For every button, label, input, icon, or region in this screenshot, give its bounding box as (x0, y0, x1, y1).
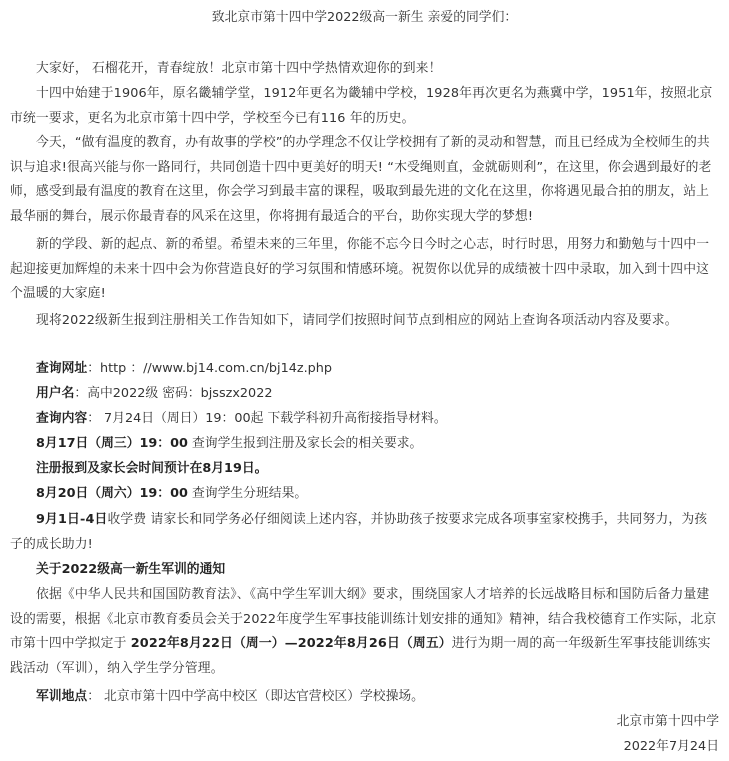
page-title: 致北京市第十四中学2022级高一新生 亲爱的同学们： (211, 10, 518, 25)
military-paragraph (10, 583, 719, 681)
fees-date: 9月1日-4日 (36, 512, 108, 527)
philosophy-paragraph: 今天，“做有温度的教育，办有故事的学校”的办学理念不仅让学校拥有了新的灵动和智慧，而且已经成为全校师生的共识与追求!很高兴能与你一路同行，共同创造十四中更美好的明天! “木受绳则直，金就砺则利”，在这里，你会遇到最好的老师，感受到最有温度的教育在这里，你会学习到最丰富的课程，吸取到最先进的文化在这里，你将遇见最合拍的朋友，站上最华丽的舞台，展示你最青春的风采在这里，你将拥有最适合的平台，助你实现大学的梦想! (10, 135, 712, 224)
query-content-line (36, 407, 447, 432)
query-content-value: ： 7月24日（周日）19：00起 下载学科初升高衔接指导材料。 (87, 411, 447, 426)
credentials-value: ：高中2022级 密码：bjsszx2022 (74, 386, 273, 401)
military-heading: 关于2022级高一新生军训的通知 (36, 562, 226, 577)
aug17-date: 8月17日（周三）19：00 (36, 436, 188, 451)
greeting-paragraph: 大家好， 石榴花开，青春绽放！北京市第十四中学热情欢迎你的到来！ (36, 61, 442, 76)
query-content-label: 查询内容 (36, 411, 88, 426)
date: 2022年7月24日 (623, 739, 719, 754)
query-url-label: 查询网址 (36, 361, 88, 376)
military-place-label: 军训地点 (36, 689, 88, 704)
query-url-line (36, 357, 332, 382)
fees-text: 收学费 请家长和同学务必仔细阅读上述内容，并协助孩子按要求完成各项事室家校携手，共同努力，为孩子的成长助力! (10, 512, 708, 552)
aug20-line (36, 482, 307, 507)
military-text-after: 进行为期一周的高一年级新生军事技能训练实践活动（军训），纳入学生学分管理。 (10, 636, 711, 676)
welcome-paragraph: 新的学段、新的起点、新的希望。希望未来的三年里，你能不忘今日今时之心志，时行时思，用努力和勤勉与十四中一起迎接更加辉煌的未来十四中会为你营造良好的学习氛围和情感环境。祝贺你以优异的成绩被十四中录取，加入到十四中这个温暖的大家庭! (10, 237, 710, 301)
history-paragraph: 十四中始建于1906年，原名畿辅学堂，1912年更名为畿辅中学校，1928年再次更名为燕冀中学，1951年，按照北京市统一要求，更名为北京市第十四中学，学校至今已有116 年的历史。 (10, 86, 713, 126)
credentials-line (36, 382, 272, 407)
military-text-before: 依据《中华人民共和国国防教育法》、《高中学生军训大纲》要求，围绕国家人才培养的长远战略目标和国防后备力量建设的需要，根据《北京市教育委员会关于2022年度学生军事技能训练计划安排的通知》精神，结合我校德育工作实际，北京市第十四中学拟定于 (10, 587, 717, 651)
username-label: 用户名 (36, 386, 75, 401)
military-place-line (36, 685, 424, 710)
military-place-value: ： 北京市第十四中学高中校区（即达官营校区）学校操场。 (87, 689, 424, 704)
military-dates: 2022年8月22日（周一）—2022年8月26日（周五） (130, 636, 452, 651)
query-url-value[interactable]: ：http ：//www.bj14.com.cn/bj14z.php (87, 361, 333, 376)
aug17-text: 查询学生报到注册及家长会的相关要求。 (187, 436, 423, 451)
aug19-line: 注册报到及家长会时间预计在8月19日。 (36, 461, 268, 476)
signature: 北京市第十四中学 (616, 714, 719, 729)
registration-intro-paragraph: 现将2022级新生报到注册相关工作告知如下，请同学们按照时间节点到相应的网站上查询各项活动内容及要求。 (36, 313, 678, 328)
aug20-date: 8月20日（周六）19：00 (36, 486, 188, 501)
aug20-text: 查询学生分班结果。 (187, 486, 308, 501)
aug17-line (36, 432, 422, 457)
fees-paragraph (10, 508, 719, 557)
